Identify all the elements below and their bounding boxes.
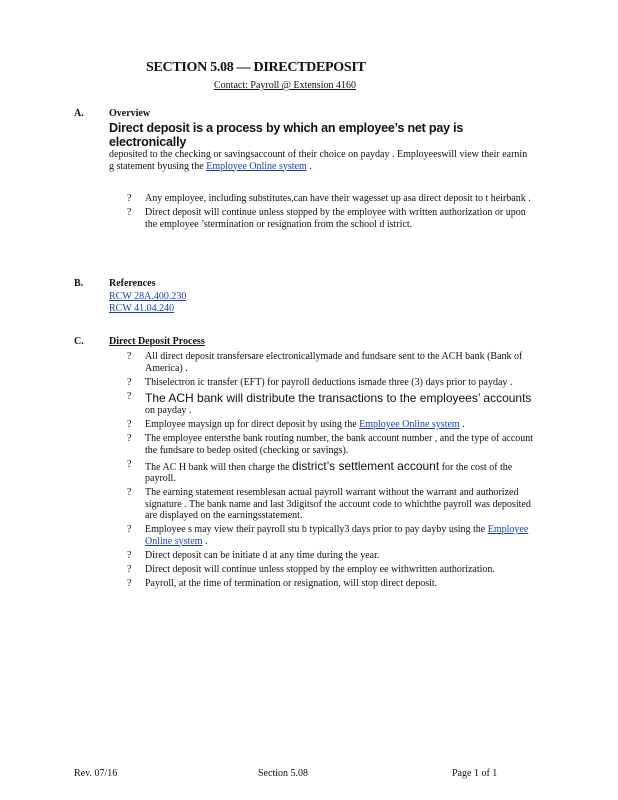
section-b-title: References [109,278,156,289]
section-b-letter: B. [74,278,84,289]
overview-lead: Direct deposit is a process by which an employee’s net pay is electronically [109,121,464,149]
section-a-letter: A. [74,108,84,119]
page-title: SECTION 5.08 — DIRECTDEPOSIT [146,60,366,75]
reference-list [109,291,186,315]
overview-paragraph: Direct deposit is a process by which an employee’s net pay is electronically deposited to the checking or savingsaccount of their choice on payday . Employeeswill view their earnin g statement byusing the Employee Online system . [109,121,528,172]
list-item: ? Employee s may view their payroll stu b typically3 days prior to pay dayby using the Employee Online system . [127,524,529,547]
contact-line: Contact: Payroll @ Extension 4160 [214,80,356,91]
list-item: ? Any employee, including substitutes,can have their wagesset up asa direct deposit to t heirbank . [127,193,531,204]
overview-text: deposited to the checking or savingsaccount of their choice on payday . Employeeswill view their earnin g statement byusing the [109,149,528,172]
list-item: ? The earning statement resemblesan actual payroll warrant without the warrant and authorized signature . The bank name and last 3digitsof the account code to whichthe payroll was deposited are displayed on the earningsstatement. [127,487,531,521]
list-item: ? Payroll, at the time of termination or resignation, will stop direct deposit. [127,577,438,589]
list-item: ? All direct deposit transfersare electronicallymade and fundsare sent to the ACH bank (Bank of America) . [127,351,523,374]
list-item: ? Employee maysign up for direct deposit by using the Employee Online system . [127,419,465,430]
list-item: ? The AC H bank will then charge the district’s settlement account for the cost of the payroll. [127,458,513,484]
section-c-letter: C. [74,336,84,347]
list-item: ? Thiselectron ic transfer (EFT) for payroll deductions ismade three (3) days prior to payday . [127,376,513,388]
list-item: ? Direct deposit will continue unless stopped by the employee with written authorization or upon the employee ’stermination or resignation from the school d istrict. [127,207,526,230]
reference-link[interactable]: RCW 41.04.240 [109,303,175,314]
list-item: ? Direct deposit will continue unless stopped by the employ ee withwritten authorization. [127,563,495,575]
reference-link[interactable]: RCW 28A.400.230 [109,291,187,302]
footer-page-number: Page 1 of 1 [452,768,498,779]
footer-section: Section 5.08 [258,768,308,779]
section-c-title: Direct Deposit Process [109,336,205,347]
list-item: ? The ACH bank will distribute the transactions to the employees’ accounts on payday . [127,390,532,416]
process-bullet-list [127,351,537,592]
overview-bullet-list [127,193,537,233]
employee-online-link[interactable]: Employee Online system [145,524,529,547]
employee-online-link[interactable]: Employee Online system [206,160,307,172]
list-item: ? The employee entersthe bank routing number, the bank account number , and the type of account the fundsare to bedep osited (checking or savings). [127,433,534,456]
section-a-title: Overview [109,108,151,119]
employee-online-link[interactable]: Employee Online system [359,419,460,430]
list-item: ? Direct deposit can be initiate d at any time during the year. [127,549,380,561]
footer-revision: Rev. 07/16 [74,768,118,779]
